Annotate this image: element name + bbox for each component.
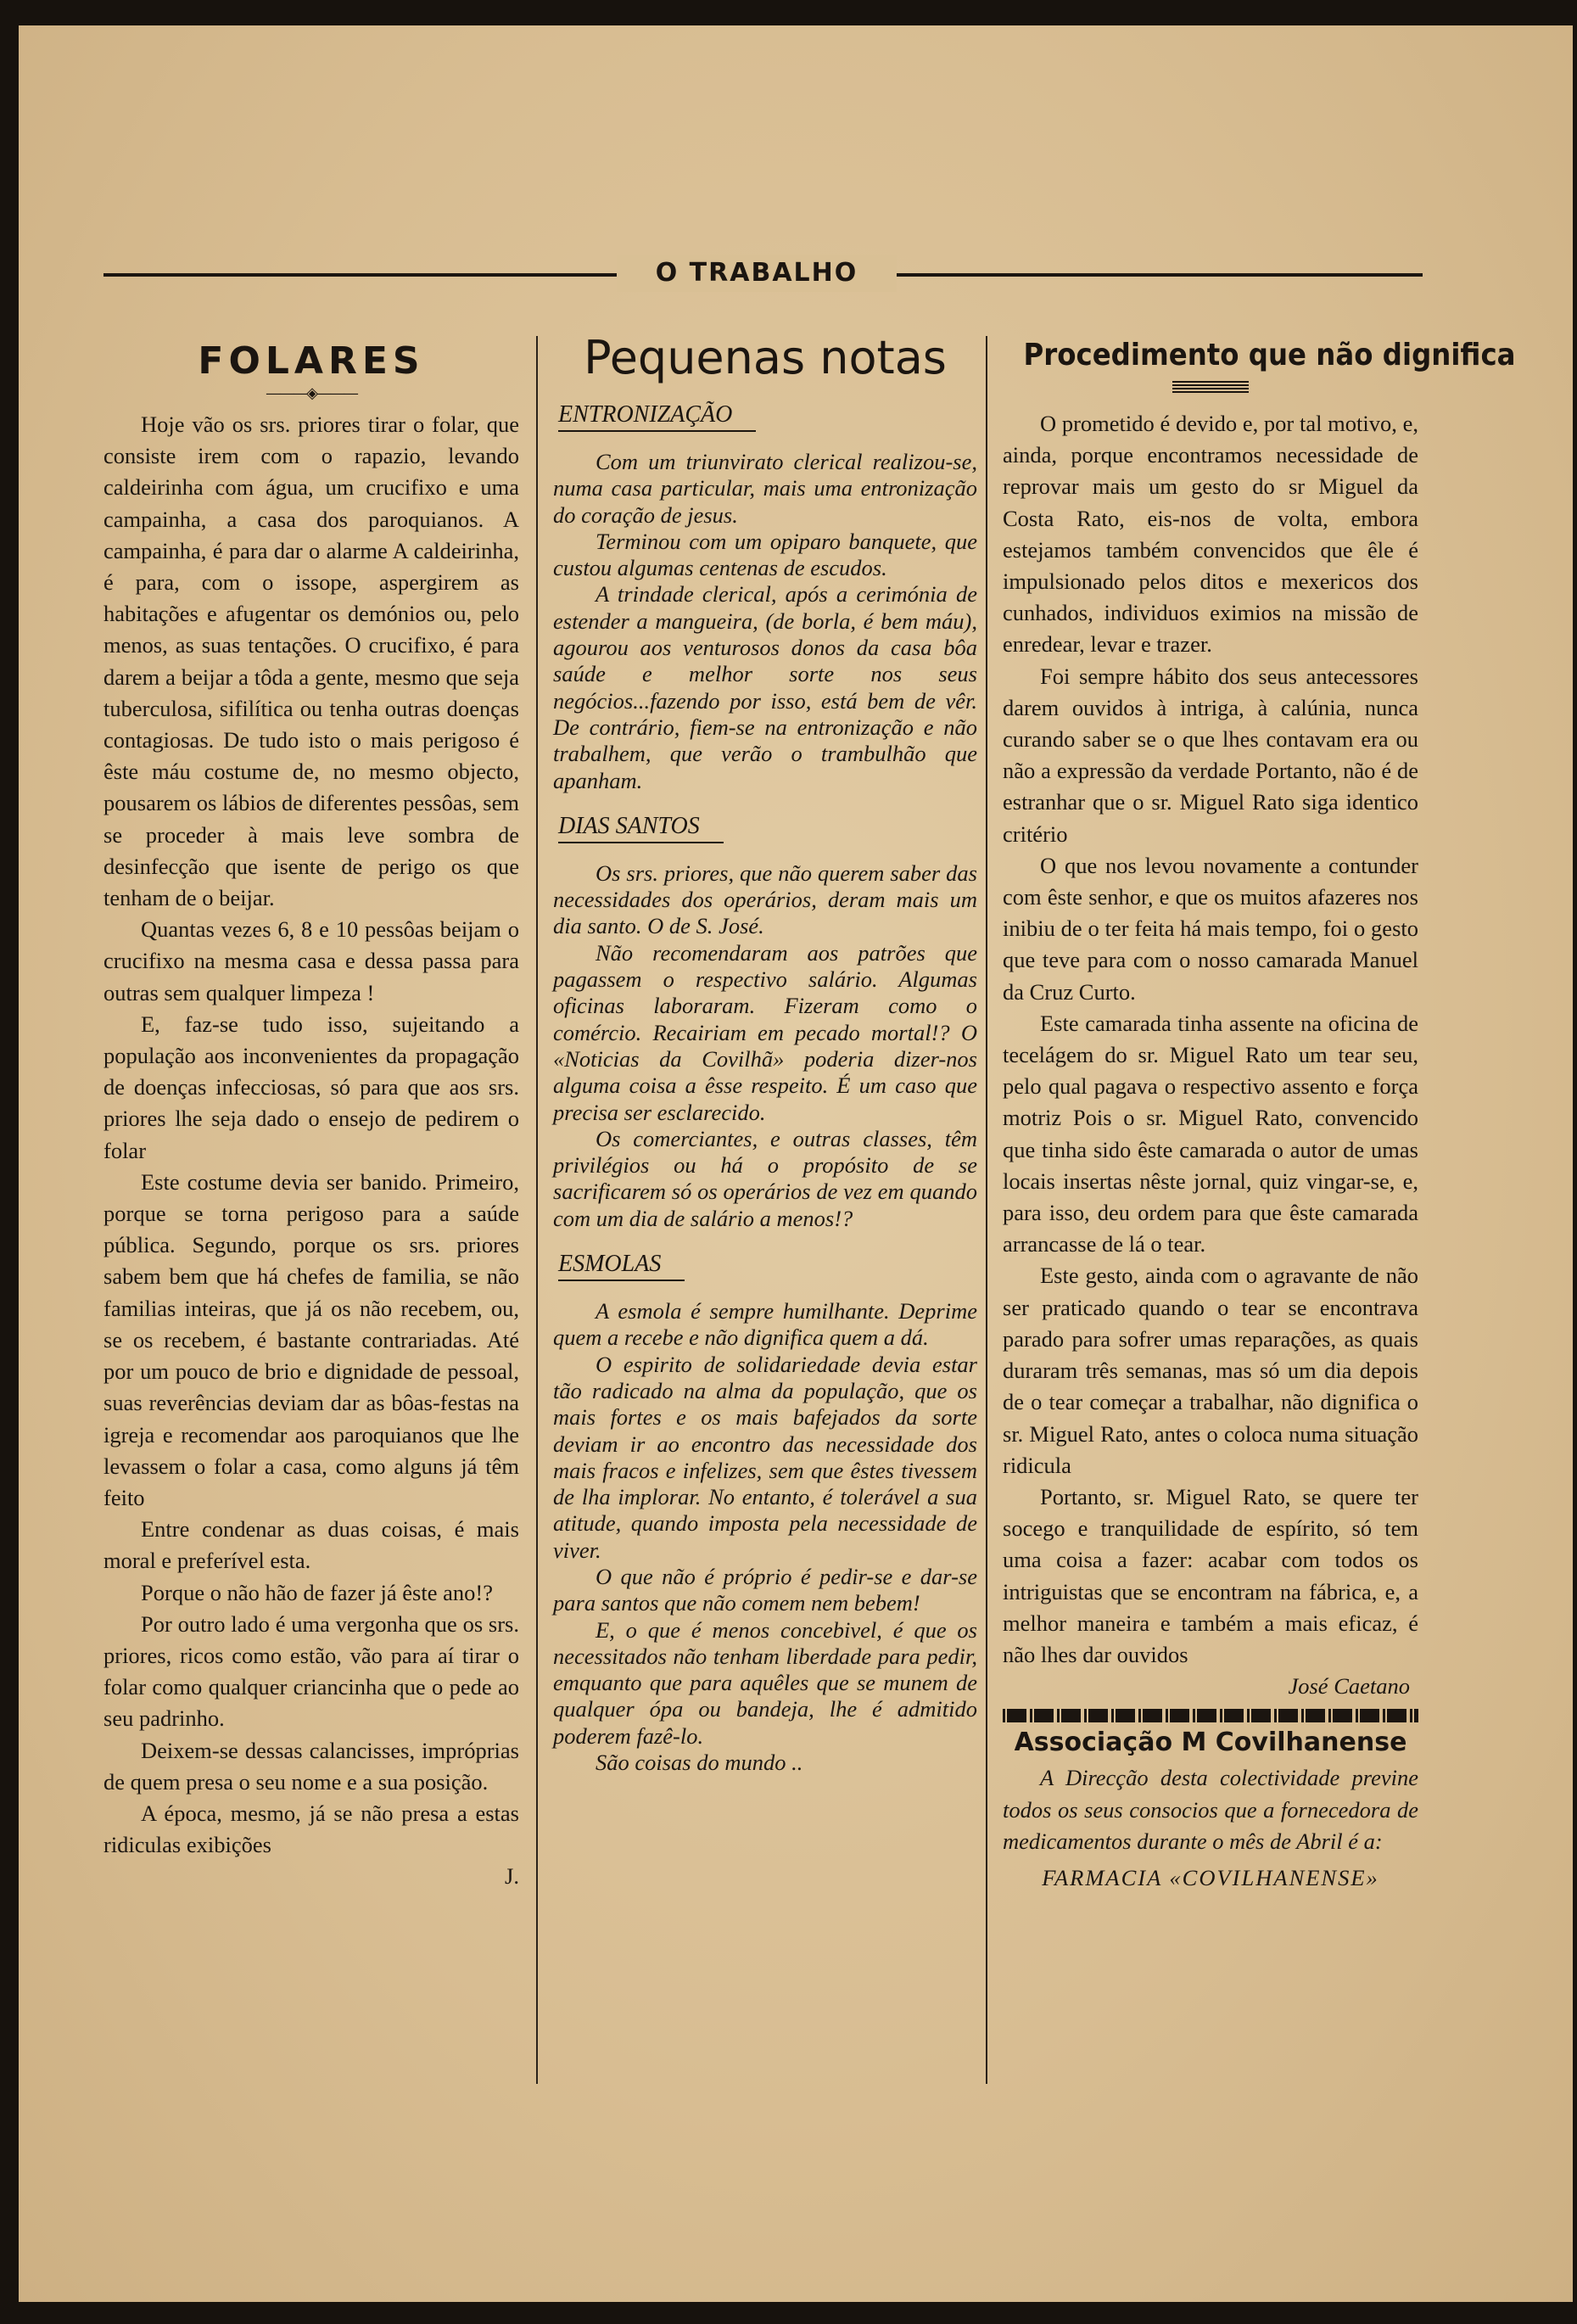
column-pequenas-notas <box>553 322 977 1776</box>
signature: J. <box>505 1863 519 1890</box>
section-heading-dias-santos: DIAS SANTOS <box>558 813 724 843</box>
paragraph: Este camarada tinha assente na oficina de tecelágem do sr. Miguel Rato um tear seu, pelo qual pagava o respectivo assento e força motriz Pois o sr. Miguel Rato, convencido que tinha sido êste camarada o autor de umas locais insertas nêste jornal, quiz vingar-se, e, para isso, deu ordem para que êste camarada arrancasse de lá o tear. <box>1003 1010 1418 1257</box>
section-heading-esmolas: ESMOLAS <box>558 1251 685 1281</box>
paragraph: O espirito de solidariedade devia estar tão radicado na alma da população, que os mais fortes e os mais bafejados da sorte deviam ir ao encontro das necessidade dos mais fracos e infelizes, sem que êstes tivessem de lha implorar. No entanto, é tolerável a sua atitude, quando imposta pela necessidade de viver. <box>553 1351 977 1563</box>
paragraph: O que não é próprio é pedir-se e dar-se para santos que não comem nem bebem! <box>553 1563 977 1616</box>
paragraph: O prometido é devido e, por tal motivo, e, ainda, porque encontramos necessidade de reprovar mais um gesto do sr Miguel da Costa Rato, eis-nos de volta, embora estejamos também convencidos que êle é impulsionado pelos ditos e mexericos dos cunhados, individuos eximios na missão de enredear, levar e trazer. <box>1003 411 1418 658</box>
column-divider-right <box>986 336 987 2084</box>
paragraph: Os srs. priores, que não querem saber das necessidades dos operários, deram mais um dia santo. O de S. José. <box>553 860 977 939</box>
title-ornament: ———◈——— <box>266 384 357 402</box>
paragraph: A esmola é sempre humilhante. Deprime quem a recebe e não dignifica quem a dá. <box>553 1298 977 1351</box>
association-notice: A Direcção desta colectividade previne todos os seus consocios que a fornecedora de medicamentos durante o mês de Abril é a: <box>1003 1765 1418 1854</box>
article-title-folares: FOLARES <box>198 339 425 383</box>
masthead: O TRABALHO <box>617 255 897 292</box>
title-ornament <box>1172 381 1249 393</box>
paragraph: Este costume devia ser banido. Primeiro, porque se torna perigoso para a saúde pública. Segundo, porque os srs. priores sabem bem que há chefes de familia, se não familias inteiras, que já os não recebem, ou, se os recebem, é bastante contrariadas. Até por um pouco de brio e dignidade de pessoal, suas reverências deviam dar as bôas-festas na igreja e recomendar aos paroquianos que lhe levassem o folar a casa, como alguns já têm feito <box>103 1168 519 1510</box>
paragraph: A trindade clerical, após a cerimónia de estender a mangueira, (de borla, é bem máu), agourou aos venturosos donos da casa bôa saúde e melhor sorte nos seus negócios...fazendo por isso, está bem de vêr. De contrário, fiem-se na entronização e não trabalhem, que verão o trambulhão que apanham. <box>553 581 977 793</box>
paragraph: Não recomendaram aos patrões que pagassem o respectivo salário. Algumas oficinas laboraram. Fizeram como o comércio. Recairiam em pecado mortal!? O «Noticias da Covilhã» poderia dizer-nos alguma coisa a êsse respeito. É um caso que precisa ser esclarecido. <box>553 939 977 1125</box>
paragraph: Entre condenar as duas coisas, é mais moral e preferível esta. <box>103 1516 519 1574</box>
signature: José Caetano <box>1288 1673 1410 1700</box>
article-title-procedimento: Procedimento que não dignifica <box>1023 338 1516 372</box>
paragraph: Por outro lado é uma vergonha que os srs. priores, ricos como estão, vão para aí tirar o folar como qualquer criancinha que o pede ao seu padrinho. <box>103 1610 519 1732</box>
paragraph: Os comerciantes, e outras classes, têm privilégios ou há o propósito de se sacrificarem só os operários de vez em quando com um dia de salário a menos!? <box>553 1125 977 1231</box>
section-heading-entronizacao: ENTRONIZAÇÃO <box>558 401 756 432</box>
paragraph: O que nos levou novamente a contunder com êste senhor, e que os muitos afazeres nos inibiu de o ter feita há mais tempo, foi o gesto que teve para com o nosso camarada Manuel da Cruz Curto. <box>1003 852 1418 1005</box>
article-title-pequenas-notas: Pequenas notas <box>584 331 947 384</box>
column-folares <box>103 322 519 1893</box>
paragraph: Foi sempre hábito dos seus antecessores darem ouvidos à intriga, à calúnia, nunca curando saber se o que lhes contavam era ou não a expressão da verdade Portanto, não é de estranhar que o sr. Miguel Rato siga identico critério <box>1003 663 1418 847</box>
paragraph: E, o que é menos concebivel, é que os necessitados não tenham liberdade para pedir, emquanto que para aquêles que se munem de qualquer ópa ou bandeja, lhe é admitido poderem fazê-lo. <box>553 1616 977 1749</box>
association-title: Associação M Covilhanense <box>1014 1728 1407 1758</box>
paragraph: Quantas vezes 6, 8 e 10 pessôas beijam o crucifixo na mesma casa e dessa passa para outras sem qualquer limpeza ! <box>103 916 519 1005</box>
paragraph: Com um triunvirato clerical realizou-se, numa casa particular, mais uma entronização do coração de jesus. <box>553 449 977 528</box>
paragraph: A época, mesmo, já se não presa a estas ridiculas exibições <box>103 1800 519 1858</box>
paragraph: São coisas do mundo .. <box>596 1750 803 1776</box>
paragraph: Hoje vão os srs. priores tirar o folar, que consiste irem com o rapazio, levando caldeirinha com água, um crucifixo e uma campainha, a casa dos paroquianos. A campainha, é para dar o alarme A caldeirinha, é para, com o issope, aspergirem as habitações e afugentar os demónios ou, pelo menos, as suas tentações. O crucifixo, é para darem a beijar a tôda a gente, mesmo que seja tuberculosa, sifilítica ou tenha outras doenças contagiosas. De tudo isto o mais perigoso é êste máu costume de, no mesmo objecto, pousarem os lábios de diferentes pessôas, sem se proceder à mais leve sombra de desinfecção que isente de perigo os que tenham de o beijar. <box>103 412 519 911</box>
column-procedimento <box>1003 322 1516 1894</box>
ornamental-border <box>1003 1709 1418 1722</box>
paragraph: Este gesto, ainda com o agravante de não ser praticado quando o tear se encontrava parado para sofrer umas reparações, as quais duraram três semanas, mas só um dia depois de o tear começar a trabalhar, não dignifica o sr. Miguel Rato, antes o coloca numa situação ridicula <box>1003 1263 1418 1478</box>
paragraph: E, faz-se tudo isso, sujeitando a população aos inconvenientes da propagação de doenças infecciosas, só para que aos srs. priores lhe seja dado o ensejo de pedirem o folar <box>103 1011 519 1163</box>
paragraph: Deixem-se dessas calancisses, impróprias de quem presa o seu nome e a sua posição. <box>103 1737 519 1795</box>
paragraph: Porque o não hão de fazer já êste ano!? <box>141 1579 493 1605</box>
paragraph: Portanto, sr. Miguel Rato, se quere ter socego e tranquilidade de espírito, só tem uma coisa a fazer: acabar com todos os intriguistas que se encontram na fábrica, e, a melhor maneira e também a mais eficaz, é não lhes dar ouvidos <box>1003 1483 1418 1667</box>
newspaper-page <box>19 25 1573 2302</box>
column-divider-left <box>536 336 538 2084</box>
pharmacy-name: FARMACIA «COVILHANENSE» <box>1042 1864 1379 1890</box>
paragraph: Terminou com um opiparo banquete, que custou algumas centenas de escudos. <box>553 528 977 581</box>
